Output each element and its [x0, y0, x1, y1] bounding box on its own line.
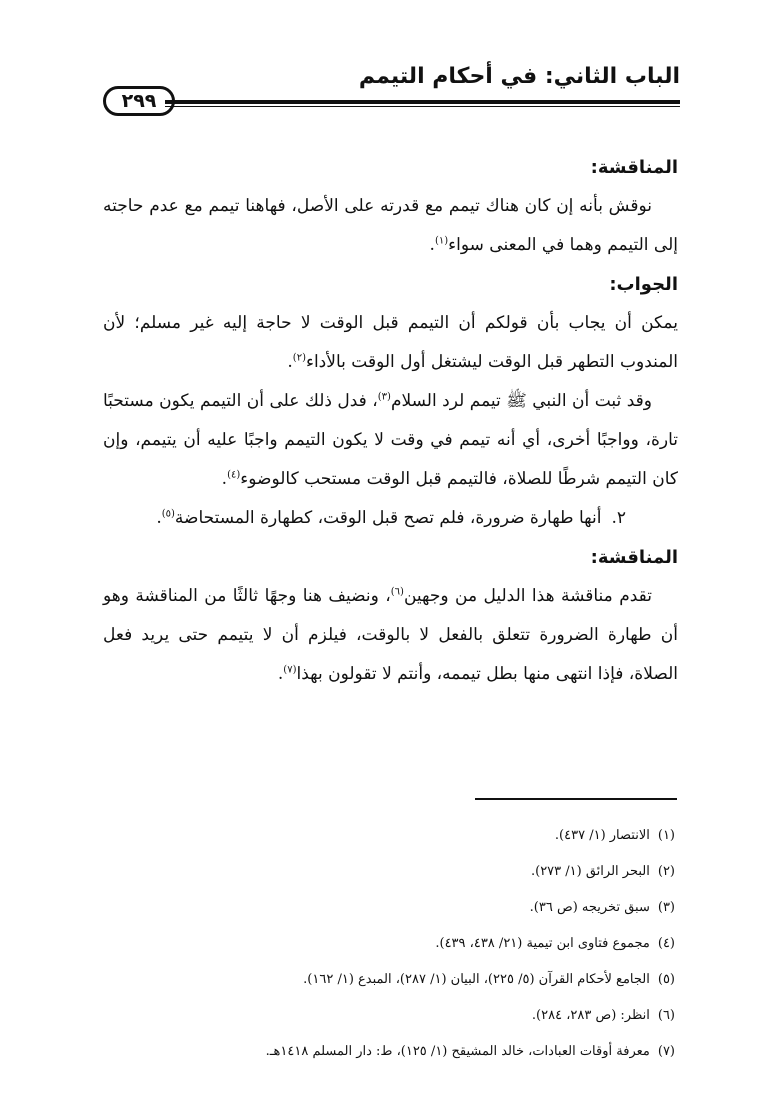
footnote-text: معرفة أوقات العبادات، خالد المشيقح (١/ ١٢٥)، ط: دار المسلم ١٤١٨هـ. [265, 1044, 650, 1059]
footnote-text: البحر الرائق (١/ ٢٧٣). [530, 864, 650, 879]
header-rule-thin [165, 106, 680, 107]
list-item-2 [103, 499, 678, 538]
footnote-ref-5: (٥) [161, 508, 175, 520]
paragraph-3 [103, 382, 678, 499]
footnote-ref-7: (٧) [283, 664, 297, 676]
paragraph-4-end: . [277, 664, 284, 684]
paragraph-4 [103, 577, 678, 694]
paragraph-4-text-a: تقدم مناقشة هذا الدليل من وجهين [403, 586, 652, 606]
footnote-ref-1: (١) [434, 235, 449, 247]
running-title: الباب الثاني: في أحكام التيمم [358, 64, 680, 89]
footnotes [100, 818, 675, 1070]
footnote-text: الانتصار (١/ ٤٣٧). [554, 828, 650, 843]
paragraph-4-text-b: ، ونضيف هنا وجهًا ثالثًا من المناقشة وهو أن طهارة الضرورة تتعلق بالفعل لا بالوقت، فيلزم أن لا يتيمم حتى يريد فعل الصلاة، فإذا انتهى منها بطل تيممه، وأنتم لا تقولون بهذا [103, 586, 678, 684]
footnote-text: سبق تخريجه (ص ٣٦). [529, 900, 650, 915]
paragraph-2-end: . [287, 352, 293, 372]
footnote-ref-4: (٤) [227, 469, 241, 481]
footnote-ref-3: (٣) [377, 391, 391, 403]
footnote-number: (١) [657, 828, 675, 843]
paragraph-3-end: . [221, 469, 228, 489]
footnote-number: (٦) [657, 1008, 675, 1023]
main-text [103, 148, 678, 694]
footnote-text: الجامع لأحكام القرآن (٥/ ٢٢٥)، البيان (١/ ٢٨٧)، المبدع (١/ ١٦٢). [303, 972, 650, 987]
page-header [95, 58, 680, 116]
paragraph-1 [103, 187, 678, 265]
footnote-1 [100, 818, 675, 854]
heading-discussion-2: المناقشة: [590, 547, 678, 568]
list-item-2-number: ٢. [611, 508, 626, 528]
footnote-6 [100, 998, 675, 1034]
footnote-4 [100, 926, 675, 962]
footnote-7 [100, 1034, 675, 1070]
footnote-number: (٢) [657, 864, 675, 879]
footnote-ref-6: (٦) [390, 586, 404, 598]
heading-answer: الجواب: [609, 274, 678, 295]
footnote-number: (٥) [657, 972, 675, 987]
footnote-separator [475, 798, 677, 800]
paragraph-2-text: يمكن أن يجاب بأن قولكم أن التيمم قبل الوقت لا حاجة إليه غير مسلم؛ لأن المندوب التطهر قبل الوقت ليشتغل أول الوقت بالأداء [103, 313, 678, 372]
heading-discussion-1: المناقشة: [590, 157, 678, 178]
list-item-2-end: . [156, 508, 162, 528]
page-number: ٢٩٩ [103, 86, 175, 116]
footnote-3 [100, 890, 675, 926]
footnote-number: (٣) [657, 900, 675, 915]
footnote-2 [100, 854, 675, 890]
footnote-ref-2: (٢) [292, 352, 306, 364]
paragraph-3-text-a: وقد ثبت أن النبي ﷺ تيمم لرد السلام [390, 391, 652, 411]
paragraph-1-end: . [429, 235, 435, 255]
paragraph-3-text-b: ، فدل ذلك على أن التيمم يكون مستحبًا تارة، وواجبًا أخرى، أي أنه تيمم في وقت لا يكون التيمم واجبًا عليه أن يتيمم، وإن كان التيمم شرطًا للصلاة، فالتيمم قبل الوقت مستحب كالوضوء [103, 391, 678, 489]
footnote-text: مجموع فتاوى ابن تيمية (٢١/ ٤٣٨، ٤٣٩). [435, 936, 650, 951]
list-item-2-text: أنها طهارة ضرورة، فلم تصح قبل الوقت، كطهارة المستحاضة [174, 508, 602, 528]
footnote-number: (٧) [657, 1044, 675, 1059]
footnote-number: (٤) [657, 936, 675, 951]
header-rule [165, 100, 680, 104]
paragraph-2 [103, 304, 678, 382]
footnote-5 [100, 962, 675, 998]
footnote-text: انظر: (ص ٢٨٣، ٢٨٤). [531, 1008, 650, 1023]
paragraph-1-text: نوقش بأنه إن كان هناك تيمم مع قدرته على الأصل، فهاهنا تيمم مع عدم حاجته إلى التيمم وهما في المعنى سواء [103, 196, 678, 255]
